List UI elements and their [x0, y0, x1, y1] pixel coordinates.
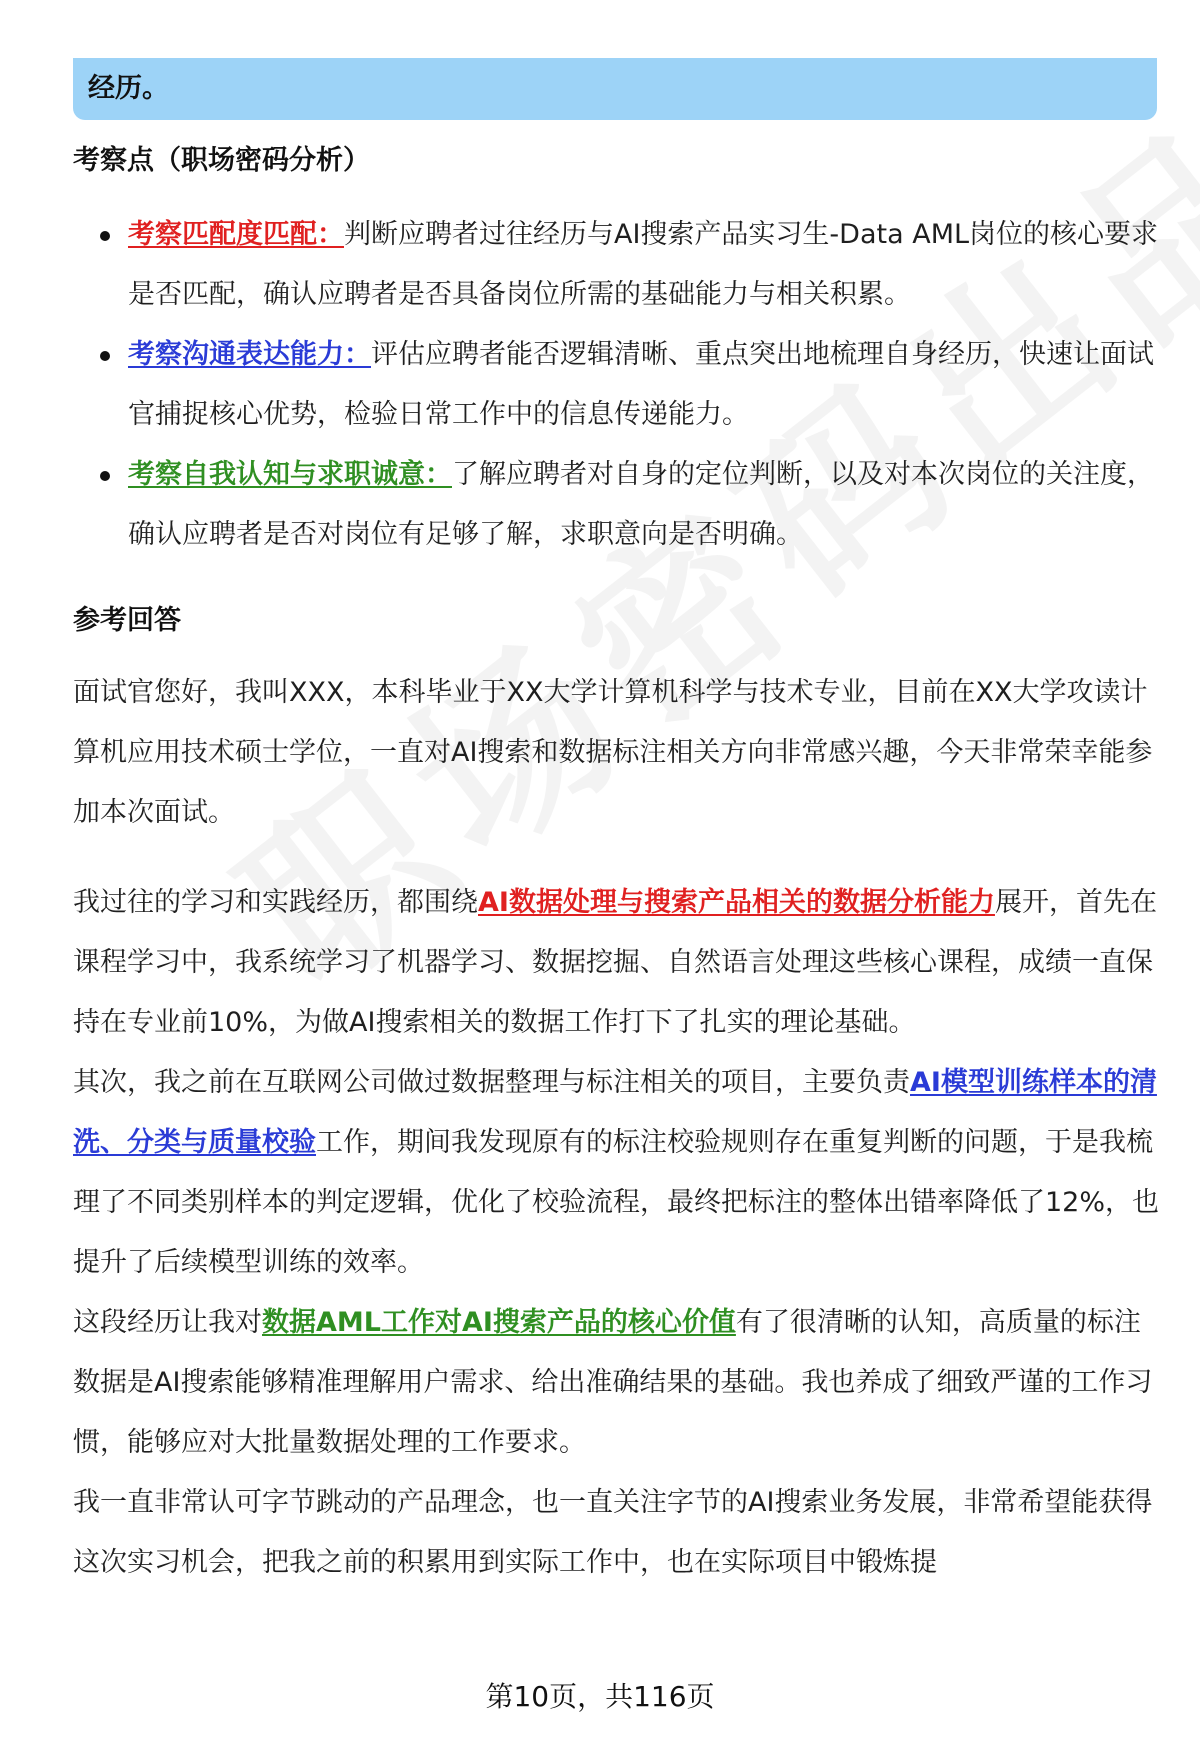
point-keyword: 考察沟通表达能力： [128, 339, 371, 370]
answer-text: 工作，期间我发现原有的标注校验规则存在重复判断的问题，于是我梳理了不同类别样本的判定逻辑，优化了校验流程，最终把标注的整体出错率降低了12%，也提升了后续模型训练的效率。 [73, 1127, 1160, 1278]
answer-paragraph: 我一直非常认可字节跳动的产品理念，也一直关注字节的AI搜索业务发展，非常希望能获得这次实习机会，把我之前的积累用到实际工作中，也在实际项目中锻炼提 [73, 1487, 1153, 1578]
answer-text: 这段经历让我对 [73, 1307, 262, 1338]
answer-text: 有了很清晰的认知，高质量的标注数据是AI搜索能够精准理解用户需求、给出准确结果的基础。我也养成了细致严谨的工作习惯，能够应对大批量数据处理的工作要求。 [73, 1307, 1153, 1458]
answer-text: 我过往的学习和实践经历，都围绕 [73, 887, 478, 918]
point-text: 评估应聘者能否逻辑清晰、重点突出地梳理自身经历，快速让面试官捕捉核心优势，检验日常工作中的信息传递能力。 [128, 339, 1154, 430]
point-text: 了解应聘者对自身的定位判断，以及对本次岗位的关注度，确认应聘者是否对岗位有足够了解，求职意向是否明确。 [128, 459, 1154, 550]
answer-paragraph [73, 873, 1163, 1053]
answer-body [73, 663, 1163, 1593]
list-item [73, 205, 1163, 325]
point-keyword: 考察匹配度匹配： [128, 219, 344, 250]
question-box [73, 58, 1157, 120]
answer-text: 展开，首先在课程学习中，我系统学习了机器学习、数据挖掘、自然语言处理这些核心课程，成绩一直保持在专业前10%，为做AI搜索相关的数据工作打下了扎实的理论基础。 [73, 887, 1157, 1038]
answer-heading: 参考回答 [73, 605, 181, 636]
points-list [73, 205, 1163, 565]
point-text: 判断应聘者过往经历与AI搜索产品实习生-Data AML岗位的核心要求是否匹配，确认应聘者是否具备岗位所需的基础能力与相关积累。 [128, 219, 1159, 310]
list-item [73, 325, 1163, 445]
answer-keyword: AI数据处理与搜索产品相关的数据分析能力 [478, 887, 995, 918]
points-heading: 考察点（职场密码分析） [73, 145, 370, 176]
point-keyword: 考察自我认知与求职诚意： [128, 459, 452, 490]
bullet-dot-icon [100, 231, 110, 241]
list-item [73, 445, 1163, 565]
bullet-dot-icon [100, 351, 110, 361]
answer-keyword: AI模型训练样本的清洗、分类与质量校验 [73, 1067, 1157, 1158]
answer-paragraph: 面试官您好，我叫XXX，本科毕业于XX大学计算机科学与技术专业，目前在XX大学攻读计算机应用技术硕士学位，一直对AI搜索和数据标注相关方向非常感兴趣，今天非常荣幸能参加本次面试。 [73, 677, 1153, 828]
page-footer: 第10页，共116页 [485, 1680, 715, 1713]
answer-paragraph [73, 1293, 1163, 1473]
answer-text: 其次，我之前在互联网公司做过数据整理与标注相关的项目，主要负责 [73, 1067, 910, 1098]
answer-keyword: 数据AML工作对AI搜索产品的核心价值 [262, 1307, 736, 1338]
answer-paragraph [73, 1053, 1163, 1293]
bullet-dot-icon [100, 471, 110, 481]
question-tail: 经历。 [88, 73, 169, 104]
